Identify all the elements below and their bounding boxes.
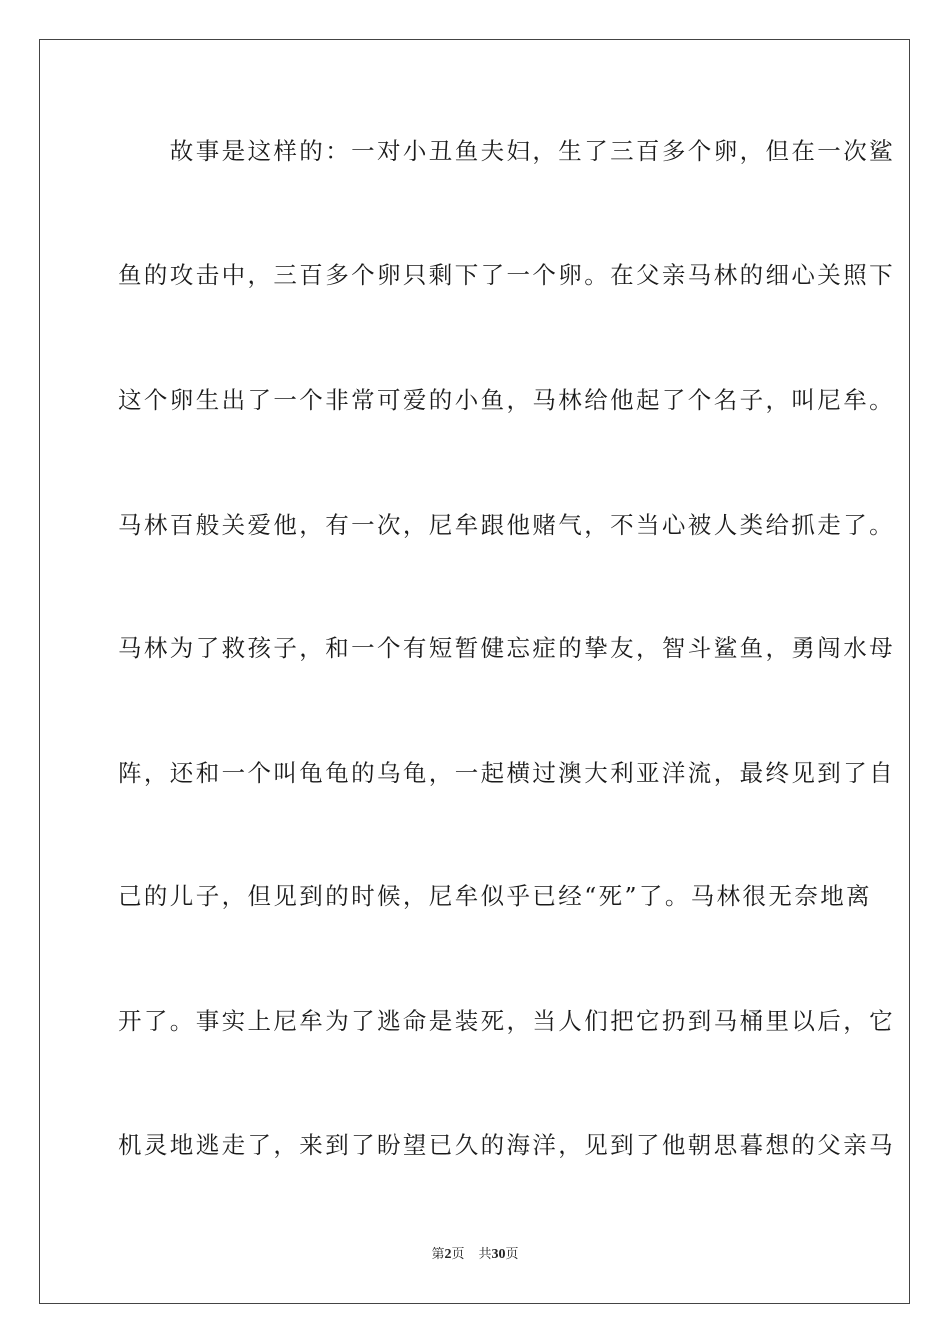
- total-label-prefix: 共: [478, 1247, 492, 1262]
- text-line-2: 鱼的攻击中，三百多个卵只剩下了一个卵。在父亲马林的细心关照下: [118, 261, 895, 289]
- text-line-1: 故事是这样的：一对小丑鱼夫妇，生了三百多个卵，但在一次鲨: [118, 137, 895, 165]
- total-label-suffix: 页: [505, 1247, 519, 1262]
- page-border: [39, 39, 910, 1304]
- text-line-9: 机灵地逃走了，来到了盼望已久的海洋，见到了他朝思暮想的父亲马: [118, 1131, 895, 1159]
- text-line-4: 马林百般关爱他，有一次，尼牟跟他赌气，不当心被人类给抓走了。: [118, 511, 895, 539]
- page-label-prefix: 第: [431, 1247, 445, 1262]
- text-line-7: 己的儿子，但见到的时候，尼牟似乎已经“死”了。马林很无奈地离: [118, 882, 873, 910]
- text-line-5: 马林为了救孩子，和一个有短暂健忘症的挚友，智斗鲨鱼，勇闯水母: [118, 634, 895, 662]
- text-line-8: 开了。事实上尼牟为了逃命是装死，当人们把它扔到马桶里以后，它: [118, 1007, 895, 1035]
- total-pages-number: 30: [491, 1247, 506, 1262]
- text-line-6: 阵，还和一个叫龟龟的乌龟，一起横过澳大利亚洋流，最终见到了自: [118, 759, 895, 787]
- page-footer: [0, 1246, 950, 1264]
- page-label-suffix: 页: [451, 1247, 465, 1262]
- current-page-number: 2: [444, 1247, 452, 1262]
- text-line-3: 这个卵生出了一个非常可爱的小鱼，马林给他起了个名子，叫尼牟。: [118, 386, 895, 414]
